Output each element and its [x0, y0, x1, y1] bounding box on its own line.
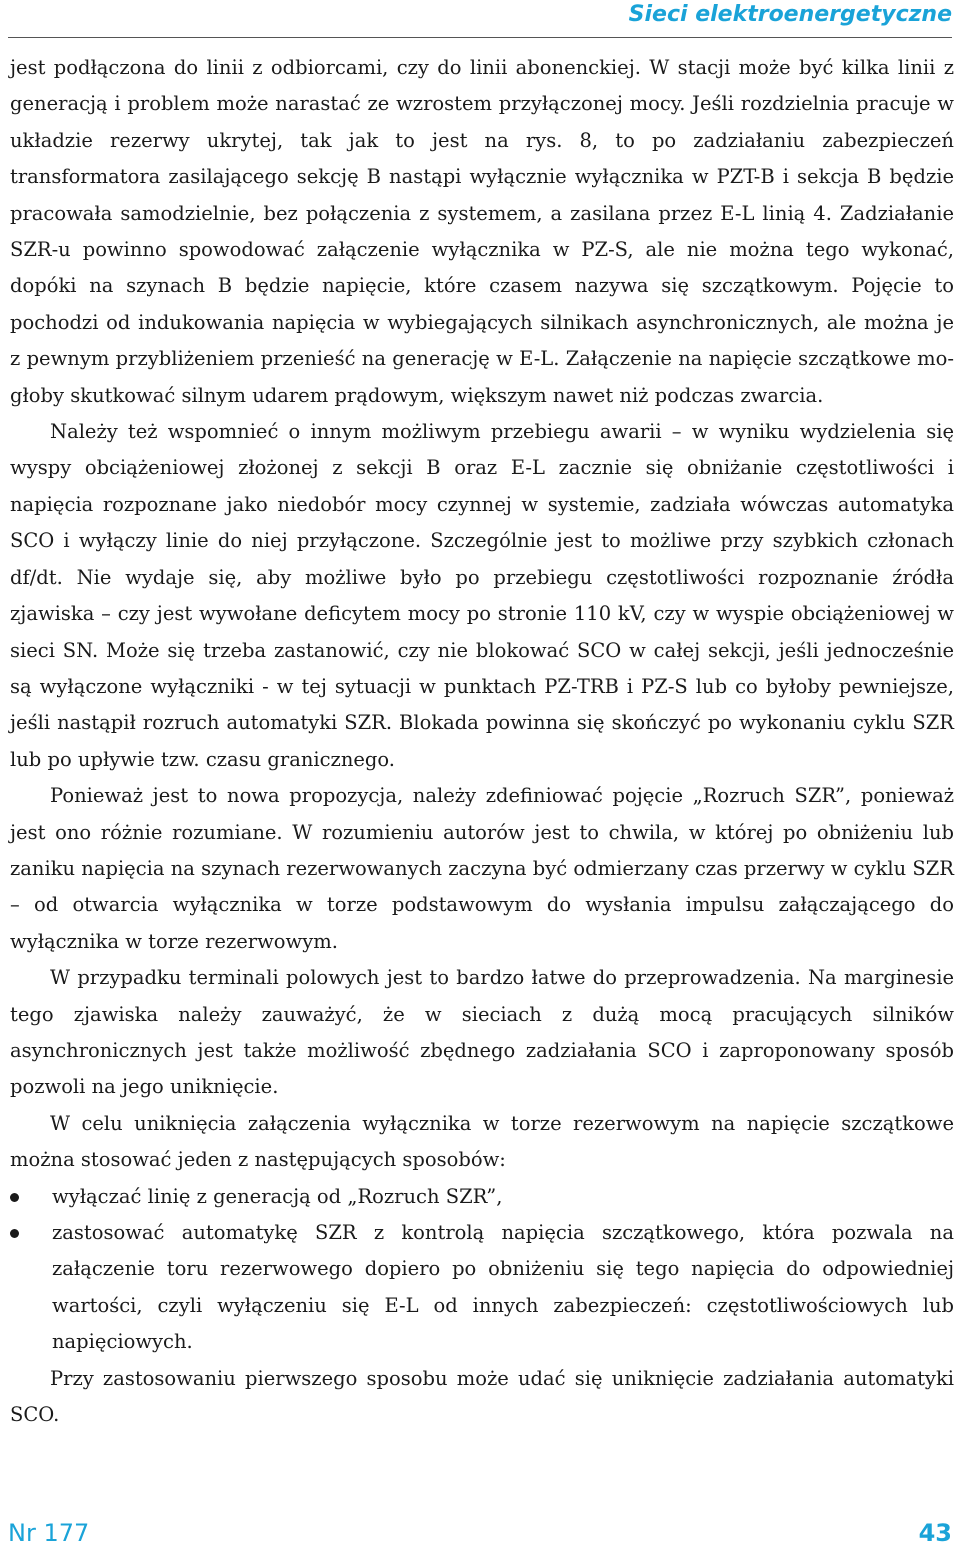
header-divider	[8, 37, 952, 38]
paragraph-4: W przypadku terminali polowych jest to bardzo łatwe do przeprowadzenia. Na marginesie tego zjawiska należy zauważyć, że w sieciach z dużą mocą pracujących silników asynchronicznych jest także możliwość zbędnego zadziałania SCO i zaproponowany sposób pozwoli na jego uniknięcie.	[10, 966, 954, 1099]
list-item	[10, 1179, 954, 1215]
list-item	[10, 1215, 954, 1361]
paragraph-1: jest podłączona do linii z odbiorcami, czy do linii abonenckiej. W stacji może być kilka linii z generacją i problem może narastać ze wzrostem przyłączonej mocy. Jeśli rozdzielnia pracuje w układzie rezerwy ukrytej, tak jak to jest na rys. 8, to po zadziałaniu zabezpieczeń transformatora zasilającego sekcję B nastąpi wyłącznie wyłącznika w PZT-B i sekcja B będzie pracowała samodzielnie, bez połączenia z systemem, a zasilana przez E-L linią 4. Zadziałanie SZR-u powinno spowodować załączenie wyłącznika w PZ-S, ale nie można tego wykonać, dopóki na szynach B będzie napięcie, które czasem nazywa się szczątkowym. Pojęcie to pochodzi od indukowania napięcia w wybiegających silnikach asynchronicznych, ale można je z pewnym przybliżeniem przenieść na generację w E-L. Załączenie na napięcie szczątkowe mogłoby skutkować silnym udarem prądowym, większym nawet niż podczas zwarcia.	[10, 56, 954, 407]
bullet-icon	[10, 1193, 19, 1202]
list-item-text: zastosować automatykę SZR z kontrolą napięcia szczątkowego, która pozwala na załączenie toru rezerwowego dopiero po obniżeniu się tego napięcia do odpowiedniej wartości, czyli wyłączeniu się E-L od innych zabezpieczeń: częstotliwościowych lub napięciowych.	[52, 1221, 954, 1354]
article-body	[10, 50, 954, 1433]
paragraph-3: Ponieważ jest to nowa propozycja, należy zdefiniować pojęcie „Rozruch SZR”, ponieważ jest ono różnie rozumiane. W rozumieniu autorów jest to chwila, w której po obniżeniu lub zaniku napięcia na szynach rezerwowanych zaczyna być odmierzany czas przerwy w cyklu SZR – od otwarcia wyłącznika w torze podstawowym do wysłania impulsu załączającego do wyłącznika w torze rezerwowym.	[10, 784, 954, 953]
methods-list	[10, 1179, 954, 1361]
paragraph-5: W celu uniknięcia załączenia wyłącznika w torze rezerwowym na napięcie szczątkowe można stosować jeden z następujących sposobów:	[10, 1111, 954, 1172]
section-title: Sieci elektroenergetyczne	[628, 2, 952, 27]
bullet-icon	[10, 1229, 19, 1238]
paragraph-2: Należy też wspomnieć o innym możliwym przebiegu awarii – w wyniku wydzielenia się wyspy obciążeniowej złożonej z sekcji B oraz E-L zacznie się obniżanie częstotliwości i napięcia rozpoznane jako niedobór mocy czynnej w systemie, zadziała wówczas automatyka SCO i wyłączy linie do niej przyłączone. Szczególnie jest to możliwe przy szybkich członach df/dt. Nie wydaje się, aby możliwe było po przebiegu częstotliwości rozpoznanie źródła zjawiska – czy jest wywołane deficytem mocy po stronie 110 kV, czy w wyspie obciążeniowej w sieci SN. Może się trzeba zastanowić, czy nie blokować SCO w całej sekcji, jeśli jednocześnie są wyłączone wyłączniki - w tej sytuacji w punktach PZ-TRB i PZ-S lub co byłoby pewniejsze, jeśli nastąpił rozruch automatyki SZR. Blokada powinna się skończyć po wykonaniu cyklu SZR lub po upływie tzw. czasu granicznego.	[10, 420, 954, 771]
page-number: 43	[918, 1519, 952, 1547]
issue-number: Nr 177	[8, 1519, 90, 1547]
list-item-text: wyłączać linię z generacją od „Rozruch SZR”,	[52, 1184, 503, 1208]
closing-paragraph: Przy zastosowaniu pierwszego sposobu może udać się uniknięcie zadziałania automatyki SCO.	[10, 1366, 954, 1427]
